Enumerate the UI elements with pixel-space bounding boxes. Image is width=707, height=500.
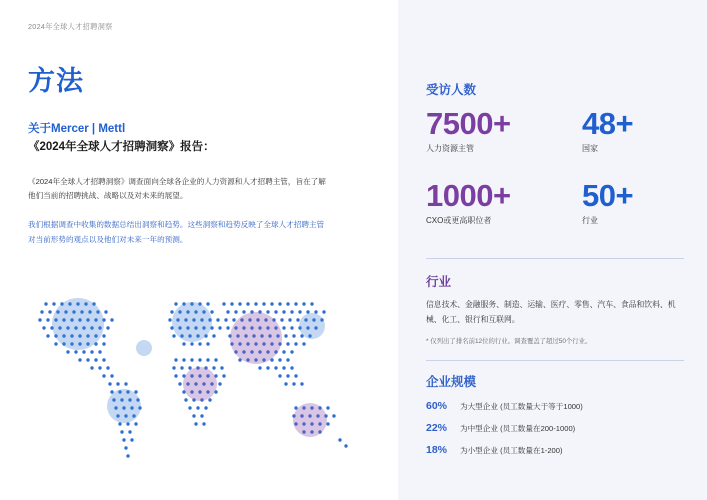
world-dot-map-icon xyxy=(24,278,376,478)
stat-value: 1000+ xyxy=(426,178,511,213)
size-description: 为大型企业 (员工数量大于等于1000) xyxy=(460,402,583,411)
stat-label: 国家 xyxy=(582,144,598,153)
stat-label: CXO或更高职位者 xyxy=(426,216,492,225)
stat-value: 50+ xyxy=(582,178,634,213)
stat-label: 行业 xyxy=(582,216,598,225)
stat-value: 7500+ xyxy=(426,106,511,141)
stat-respondents-hr xyxy=(426,108,511,154)
about-title-dark: 《2024年全球人才招聘洞察》报告： xyxy=(28,140,215,153)
company-size-row-small xyxy=(426,444,696,456)
stat-countries xyxy=(582,108,633,154)
size-percent: 18% xyxy=(426,444,448,456)
industry-heading: 行业 xyxy=(426,275,452,289)
industry-footnote: * 仅列出了排名前12位的行业。调查覆盖了超过50个行业。 xyxy=(426,337,592,345)
company-size-heading: 企业规模 xyxy=(426,375,477,389)
header-title: 2024年全球人才招聘洞察 xyxy=(28,22,113,31)
size-description: 为中型企业 (员工数量在200-1000) xyxy=(460,424,576,433)
industry-section xyxy=(426,272,688,347)
industry-text: 信息技术、金融服务、制造、运输、医疗、零售、汽车、食品和饮料、机械、化工、银行和互联网。 xyxy=(426,300,676,324)
company-size-row-large xyxy=(426,400,696,412)
company-size-section xyxy=(426,372,696,456)
page-title: 方法 xyxy=(28,66,84,96)
size-percent: 22% xyxy=(426,422,448,434)
size-description: 为小型企业 (员工数量在1-200) xyxy=(460,446,563,455)
about-title-blue: 关于Mercer | Mettl xyxy=(28,123,126,135)
paragraph-2: 我们根据调查中收集的数据总结出洞察和趋势。这些洞察和趋势反映了全球人才招聘主管对当前形势的观点以及他们对未来一年的预测。 xyxy=(28,220,325,245)
divider-top xyxy=(426,258,684,259)
world-map-graphic xyxy=(24,278,376,478)
statistics-panel xyxy=(398,0,707,500)
stat-industries xyxy=(582,180,633,226)
stat-value: 48+ xyxy=(582,106,634,141)
left-content-column xyxy=(28,68,378,262)
paragraph-1: 《2024年全球人才招聘洞察》调查面向全球各企业的人力资源和人才招聘主管，旨在了解他们当前的招聘挑战、战略以及对未来的展望。 xyxy=(28,176,326,201)
divider-bottom xyxy=(426,360,684,361)
stat-cxo xyxy=(426,180,511,226)
respondents-heading: 受访人数 xyxy=(426,83,477,97)
company-size-row-medium xyxy=(426,422,696,434)
size-percent: 60% xyxy=(426,400,448,412)
stat-label: 人力资源主管 xyxy=(426,144,474,153)
